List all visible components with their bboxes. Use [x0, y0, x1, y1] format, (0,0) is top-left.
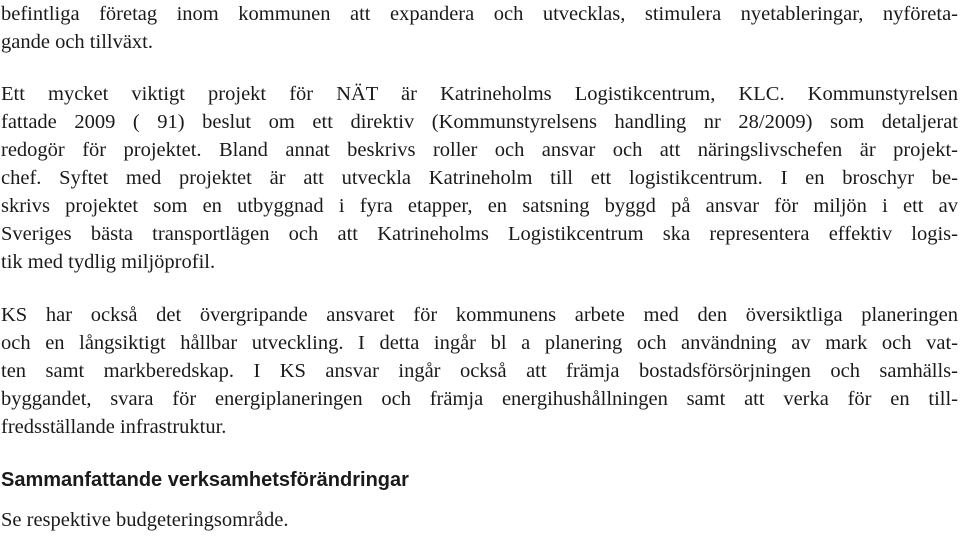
paragraph-2-line-1: Ett mycket viktigt projekt för NÄT är Katrineholms Logistikcentrum, KLC. Kommunstyrelsen: [1, 83, 958, 105]
paragraph-3-line-2: och en långsiktigt hållbar utveckling. I detta ingår bl a planering och användning av mark och vat-: [1, 332, 958, 354]
paragraph-1-line-1: befintliga företag inom kommunen att expandera och utvecklas, stimulera nyetableringar, nyföreta-: [1, 3, 958, 25]
section-body: Se respektive budgeteringsområde.: [1, 509, 289, 531]
paragraph-2-line-3: redogör för projektet. Bland annat beskrivs roller och ansvar och att näringslivschefen är projekt-: [1, 139, 958, 161]
paragraph-2-line-6: Sveriges bästa transportlägen och att Katrineholms Logistikcentrum ska representera effektiv logis-: [1, 223, 958, 245]
paragraph-3-line-5: fredsställande infrastruktur.: [1, 416, 227, 438]
paragraph-3-line-1: KS har också det övergripande ansvaret för kommunens arbete med den översiktliga planeringen: [1, 304, 958, 326]
paragraph-2-line-2: fattade 2009 ( 91) beslut om ett direktiv (Kommunstyrelsens handling nr 28/2009) som detaljerat: [1, 111, 958, 133]
section-heading: Sammanfattande verksamhetsförändringar: [1, 469, 409, 491]
paragraph-1-line-2: gande och tillväxt.: [1, 31, 153, 53]
paragraph-3-line-3: ten samt markberedskap. I KS ansvar ingår också att främja bostadsförsörjningen och samhälls-: [1, 360, 958, 382]
paragraph-3-line-4: byggandet, svara för energiplaneringen och främja energihushållningen samt att verka för en till-: [1, 388, 958, 410]
paragraph-2-line-4: chef. Syftet med projektet är att utveckla Katrineholm till ett logistikcentrum. I en broschyr be-: [1, 167, 958, 189]
paragraph-2-line-7: tik med tydlig miljöprofil.: [1, 251, 216, 273]
paragraph-2-line-5: skrivs projektet som en utbyggnad i fyra etapper, en satsning byggd på ansvar för miljön i ett av: [1, 195, 958, 217]
